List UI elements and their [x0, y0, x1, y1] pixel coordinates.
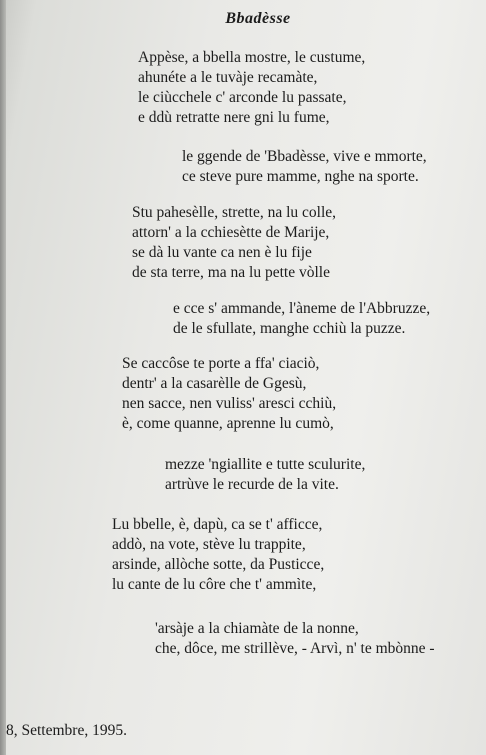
poem-line: è, come quanne, aprenne lu cumò, — [122, 415, 334, 432]
poem-line: dentr' a la casarèlle de Ggesù, — [122, 375, 307, 392]
poem-line: ahunéte a le tuvàje recamàte, — [138, 69, 318, 86]
poem-line: addò, na vote, stève lu trappite, — [112, 536, 306, 553]
poem-line: nen sacce, nen vuliss' aresci cchiù, — [122, 395, 337, 412]
stanza-1 — [138, 48, 365, 128]
poem-line: Stu pahesèlle, strette, na lu colle, — [132, 204, 337, 221]
poem-line: le ciùcchele c' arconde lu passate, — [138, 89, 347, 106]
poem-line: attorn' a la cchiesètte de Marije, — [132, 224, 330, 241]
page-edge-shadow — [0, 0, 6, 755]
poem-line: che, dôce, me strillève, - Arvì, n' te mbònne - — [155, 640, 435, 657]
poem-line: lu cante de lu côre che t' ammìte, — [112, 576, 317, 593]
poem-line: Lu bbelle, è, dapù, ca se t' afficce, — [112, 516, 323, 533]
poem-line: 'arsàje a la chiamàte de la nonne, — [155, 620, 359, 637]
poem-line: e ddù retratte nere gni lu fume, — [138, 109, 330, 126]
stanza-4 — [173, 299, 430, 339]
stanza-8 — [155, 619, 435, 659]
stanza-7 — [112, 515, 324, 595]
poem-line: Appèse, a bbella mostre, le custume, — [138, 49, 366, 66]
stanza-6 — [165, 455, 365, 495]
poem-line: le ggende de 'Bbadèsse, vive e mmorte, — [182, 148, 427, 165]
poem-line: se dà lu vante ca nen è lu fije — [132, 244, 312, 261]
poem-line: de le sfullate, manghe cchiù la puzze. — [173, 320, 406, 337]
poem-line: arsinde, allòche sotte, da Pusticce, — [112, 556, 325, 573]
poem-line: ce steve pure mamme, nghe na sporte. — [182, 168, 419, 185]
poem-line: artrùve le recurde de la vite. — [165, 476, 339, 493]
stanza-2 — [182, 147, 427, 187]
poem-line: Se caccôse te porte a ffa' ciaciò, — [122, 355, 320, 372]
date-footer: 8, Settembre, 1995. — [6, 722, 127, 739]
poem-line: mezze 'ngiallite e tutte sculurite, — [165, 456, 366, 473]
poem-line: de sta terre, ma na lu pette vòlle — [132, 264, 330, 281]
poem-line: e cce s' ammande, l'àneme de l'Abbruzze, — [173, 300, 431, 317]
poem-title: Bbadèsse — [225, 10, 291, 27]
stanza-5 — [122, 354, 336, 434]
stanza-3 — [132, 203, 336, 283]
